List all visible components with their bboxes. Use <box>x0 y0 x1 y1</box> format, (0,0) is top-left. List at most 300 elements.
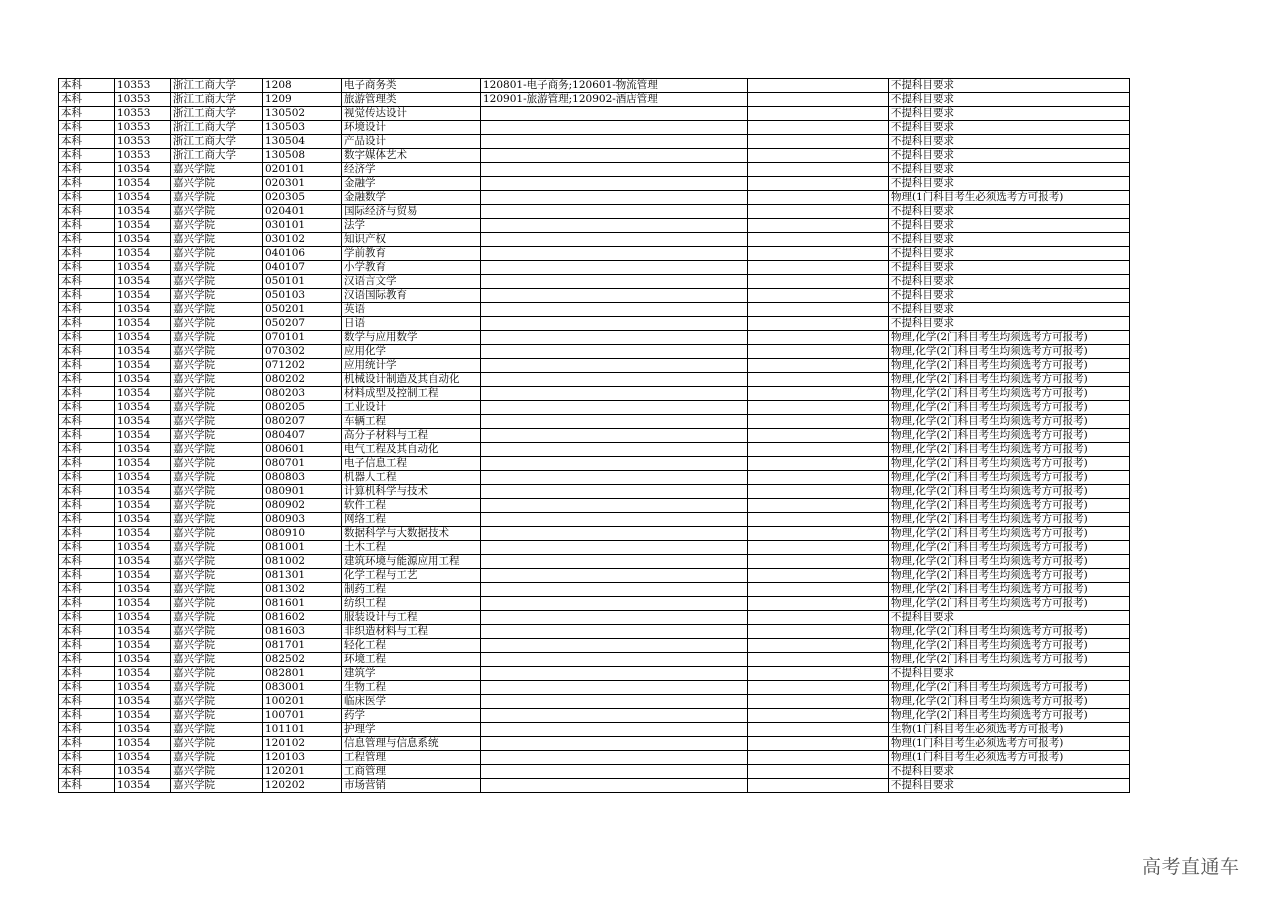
table-row <box>59 345 1130 359</box>
cell-major-name: 高分子材料与工程 <box>342 429 481 443</box>
cell-subject-requirement: 不提科目要求 <box>889 317 1130 331</box>
cell-blank <box>748 191 889 205</box>
cell-major-name: 工程管理 <box>342 751 481 765</box>
cell-major-name: 信息管理与信息系统 <box>342 737 481 751</box>
cell-major-includes <box>481 471 748 485</box>
cell-major-includes <box>481 247 748 261</box>
cell-school-name: 嘉兴学院 <box>171 541 263 555</box>
table-row <box>59 387 1130 401</box>
cell-major-includes <box>481 135 748 149</box>
cell-major-includes <box>481 331 748 345</box>
cell-level: 本科 <box>59 653 115 667</box>
cell-level: 本科 <box>59 471 115 485</box>
cell-subject-requirement: 不提科目要求 <box>889 275 1130 289</box>
cell-blank <box>748 345 889 359</box>
cell-level: 本科 <box>59 177 115 191</box>
cell-subject-requirement: 物理,化学(2门科目考生均须选考方可报考) <box>889 639 1130 653</box>
cell-school-code: 10354 <box>115 471 171 485</box>
table-row <box>59 247 1130 261</box>
cell-major-name: 环境设计 <box>342 121 481 135</box>
cell-level: 本科 <box>59 541 115 555</box>
cell-major-includes <box>481 107 748 121</box>
cell-school-code: 10354 <box>115 331 171 345</box>
cell-school-name: 嘉兴学院 <box>171 401 263 415</box>
cell-blank <box>748 765 889 779</box>
cell-major-code: 070302 <box>263 345 342 359</box>
cell-school-name: 嘉兴学院 <box>171 261 263 275</box>
cell-major-includes <box>481 541 748 555</box>
cell-school-code: 10354 <box>115 765 171 779</box>
cell-subject-requirement: 物理,化学(2门科目考生均须选考方可报考) <box>889 387 1130 401</box>
cell-blank <box>748 289 889 303</box>
cell-school-name: 嘉兴学院 <box>171 177 263 191</box>
cell-major-name: 应用统计学 <box>342 359 481 373</box>
cell-major-includes <box>481 569 748 583</box>
cell-school-name: 嘉兴学院 <box>171 219 263 233</box>
cell-major-includes <box>481 555 748 569</box>
cell-major-code: 130503 <box>263 121 342 135</box>
cell-blank <box>748 751 889 765</box>
cell-major-includes <box>481 611 748 625</box>
cell-school-code: 10354 <box>115 373 171 387</box>
cell-major-includes <box>481 499 748 513</box>
cell-major-includes <box>481 401 748 415</box>
cell-school-code: 10354 <box>115 653 171 667</box>
cell-subject-requirement: 物理,化学(2门科目考生均须选考方可报考) <box>889 429 1130 443</box>
cell-blank <box>748 653 889 667</box>
cell-level: 本科 <box>59 373 115 387</box>
table-row <box>59 233 1130 247</box>
cell-school-code: 10353 <box>115 149 171 163</box>
cell-subject-requirement: 不提科目要求 <box>889 233 1130 247</box>
cell-school-name: 浙江工商大学 <box>171 79 263 93</box>
table-row <box>59 93 1130 107</box>
cell-major-name: 产品设计 <box>342 135 481 149</box>
cell-subject-requirement: 不提科目要求 <box>889 177 1130 191</box>
cell-major-name: 英语 <box>342 303 481 317</box>
cell-major-includes <box>481 191 748 205</box>
cell-level: 本科 <box>59 79 115 93</box>
cell-subject-requirement: 不提科目要求 <box>889 261 1130 275</box>
cell-major-includes <box>481 709 748 723</box>
cell-major-code: 083001 <box>263 681 342 695</box>
cell-major-includes: 120901-旅游管理;120902-酒店管理 <box>481 93 748 107</box>
cell-major-includes <box>481 443 748 457</box>
cell-major-includes <box>481 345 748 359</box>
cell-school-code: 10354 <box>115 751 171 765</box>
cell-school-name: 嘉兴学院 <box>171 779 263 793</box>
cell-school-name: 嘉兴学院 <box>171 415 263 429</box>
table-row <box>59 415 1130 429</box>
cell-school-code: 10354 <box>115 541 171 555</box>
cell-level: 本科 <box>59 527 115 541</box>
table-row <box>59 359 1130 373</box>
table-row <box>59 653 1130 667</box>
cell-major-name: 数字媒体艺术 <box>342 149 481 163</box>
cell-major-includes <box>481 485 748 499</box>
table-row <box>59 499 1130 513</box>
cell-school-name: 浙江工商大学 <box>171 121 263 135</box>
cell-school-name: 嘉兴学院 <box>171 639 263 653</box>
cell-level: 本科 <box>59 737 115 751</box>
table-row <box>59 219 1130 233</box>
cell-blank <box>748 541 889 555</box>
cell-school-code: 10354 <box>115 583 171 597</box>
cell-blank <box>748 639 889 653</box>
cell-school-code: 10353 <box>115 93 171 107</box>
cell-school-name: 嘉兴学院 <box>171 457 263 471</box>
cell-school-name: 嘉兴学院 <box>171 709 263 723</box>
cell-major-includes <box>481 163 748 177</box>
cell-major-code: 130508 <box>263 149 342 163</box>
cell-subject-requirement: 物理,化学(2门科目考生均须选考方可报考) <box>889 457 1130 471</box>
cell-school-code: 10354 <box>115 345 171 359</box>
cell-school-name: 嘉兴学院 <box>171 317 263 331</box>
cell-school-code: 10353 <box>115 135 171 149</box>
cell-blank <box>748 499 889 513</box>
cell-major-name: 机械设计制造及其自动化 <box>342 373 481 387</box>
cell-blank <box>748 415 889 429</box>
cell-level: 本科 <box>59 765 115 779</box>
cell-major-includes <box>481 219 748 233</box>
cell-level: 本科 <box>59 625 115 639</box>
cell-major-includes <box>481 639 748 653</box>
cell-major-code: 081602 <box>263 611 342 625</box>
cell-school-code: 10354 <box>115 597 171 611</box>
cell-subject-requirement: 物理(1门科目考生必须选考方可报考) <box>889 191 1130 205</box>
cell-level: 本科 <box>59 135 115 149</box>
cell-subject-requirement: 物理,化学(2门科目考生均须选考方可报考) <box>889 373 1130 387</box>
table-row <box>59 751 1130 765</box>
cell-major-name: 电子信息工程 <box>342 457 481 471</box>
cell-subject-requirement: 不提科目要求 <box>889 765 1130 779</box>
cell-major-name: 轻化工程 <box>342 639 481 653</box>
cell-major-includes <box>481 513 748 527</box>
cell-school-name: 浙江工商大学 <box>171 149 263 163</box>
cell-subject-requirement: 不提科目要求 <box>889 205 1130 219</box>
cell-school-name: 嘉兴学院 <box>171 247 263 261</box>
cell-major-includes <box>481 317 748 331</box>
cell-subject-requirement: 物理,化学(2门科目考生均须选考方可报考) <box>889 471 1130 485</box>
table-row <box>59 163 1130 177</box>
cell-major-code: 080203 <box>263 387 342 401</box>
cell-major-name: 知识产权 <box>342 233 481 247</box>
cell-level: 本科 <box>59 401 115 415</box>
cell-major-code: 070101 <box>263 331 342 345</box>
cell-major-name: 学前教育 <box>342 247 481 261</box>
cell-level: 本科 <box>59 779 115 793</box>
cell-level: 本科 <box>59 569 115 583</box>
cell-school-code: 10354 <box>115 779 171 793</box>
table-row <box>59 261 1130 275</box>
cell-school-code: 10354 <box>115 359 171 373</box>
cell-level: 本科 <box>59 261 115 275</box>
cell-blank <box>748 163 889 177</box>
table-row <box>59 79 1130 93</box>
table-row <box>59 149 1130 163</box>
cell-major-name: 护理学 <box>342 723 481 737</box>
table-row <box>59 289 1130 303</box>
cell-major-includes <box>481 653 748 667</box>
watermark-text: 高考直通车 <box>1142 856 1240 878</box>
cell-subject-requirement: 不提科目要求 <box>889 121 1130 135</box>
cell-school-code: 10354 <box>115 569 171 583</box>
cell-major-includes <box>481 597 748 611</box>
cell-level: 本科 <box>59 415 115 429</box>
cell-school-name: 嘉兴学院 <box>171 555 263 569</box>
cell-major-code: 081701 <box>263 639 342 653</box>
cell-blank <box>748 373 889 387</box>
cell-school-code: 10354 <box>115 289 171 303</box>
table-row <box>59 177 1130 191</box>
cell-blank <box>748 261 889 275</box>
cell-school-code: 10354 <box>115 555 171 569</box>
table-row <box>59 723 1130 737</box>
cell-major-name: 土木工程 <box>342 541 481 555</box>
cell-major-code: 030101 <box>263 219 342 233</box>
cell-school-name: 嘉兴学院 <box>171 737 263 751</box>
table-row <box>59 527 1130 541</box>
cell-subject-requirement: 不提科目要求 <box>889 135 1130 149</box>
cell-blank <box>748 737 889 751</box>
cell-school-name: 嘉兴学院 <box>171 513 263 527</box>
cell-blank <box>748 177 889 191</box>
cell-major-code: 082502 <box>263 653 342 667</box>
cell-level: 本科 <box>59 723 115 737</box>
cell-school-name: 嘉兴学院 <box>171 751 263 765</box>
cell-level: 本科 <box>59 191 115 205</box>
table-row <box>59 457 1130 471</box>
cell-school-name: 嘉兴学院 <box>171 499 263 513</box>
cell-subject-requirement: 不提科目要求 <box>889 149 1130 163</box>
cell-blank <box>748 723 889 737</box>
cell-school-name: 嘉兴学院 <box>171 569 263 583</box>
cell-major-code: 082801 <box>263 667 342 681</box>
cell-subject-requirement: 物理,化学(2门科目考生均须选考方可报考) <box>889 597 1130 611</box>
cell-major-code: 081601 <box>263 597 342 611</box>
cell-major-name: 车辆工程 <box>342 415 481 429</box>
cell-major-code: 050201 <box>263 303 342 317</box>
cell-major-code: 080407 <box>263 429 342 443</box>
cell-major-code: 080701 <box>263 457 342 471</box>
cell-school-code: 10354 <box>115 709 171 723</box>
cell-subject-requirement: 物理,化学(2门科目考生均须选考方可报考) <box>889 695 1130 709</box>
cell-level: 本科 <box>59 751 115 765</box>
cell-school-code: 10354 <box>115 177 171 191</box>
cell-major-includes <box>481 205 748 219</box>
cell-major-code: 130504 <box>263 135 342 149</box>
table-row <box>59 205 1130 219</box>
cell-level: 本科 <box>59 513 115 527</box>
cell-major-code: 050103 <box>263 289 342 303</box>
cell-major-code: 080207 <box>263 415 342 429</box>
table-row <box>59 373 1130 387</box>
cell-school-name: 嘉兴学院 <box>171 387 263 401</box>
cell-blank <box>748 681 889 695</box>
cell-level: 本科 <box>59 681 115 695</box>
cell-subject-requirement: 不提科目要求 <box>889 667 1130 681</box>
cell-major-code: 081301 <box>263 569 342 583</box>
cell-level: 本科 <box>59 667 115 681</box>
table-body <box>59 79 1130 793</box>
cell-major-name: 汉语言文学 <box>342 275 481 289</box>
cell-blank <box>748 597 889 611</box>
cell-major-includes <box>481 387 748 401</box>
cell-blank <box>748 303 889 317</box>
cell-blank <box>748 471 889 485</box>
cell-school-name: 嘉兴学院 <box>171 765 263 779</box>
cell-subject-requirement: 物理,化学(2门科目考生均须选考方可报考) <box>889 415 1130 429</box>
cell-major-code: 101101 <box>263 723 342 737</box>
cell-subject-requirement: 物理,化学(2门科目考生均须选考方可报考) <box>889 681 1130 695</box>
cell-level: 本科 <box>59 485 115 499</box>
cell-school-name: 嘉兴学院 <box>171 303 263 317</box>
cell-subject-requirement: 不提科目要求 <box>889 247 1130 261</box>
cell-level: 本科 <box>59 149 115 163</box>
cell-major-code: 1209 <box>263 93 342 107</box>
cell-major-code: 100201 <box>263 695 342 709</box>
cell-major-includes <box>481 275 748 289</box>
cell-level: 本科 <box>59 387 115 401</box>
cell-subject-requirement: 物理,化学(2门科目考生均须选考方可报考) <box>889 583 1130 597</box>
cell-school-code: 10354 <box>115 247 171 261</box>
table-row <box>59 555 1130 569</box>
cell-level: 本科 <box>59 429 115 443</box>
cell-major-code: 120201 <box>263 765 342 779</box>
cell-school-name: 嘉兴学院 <box>171 429 263 443</box>
cell-school-code: 10354 <box>115 667 171 681</box>
cell-school-name: 嘉兴学院 <box>171 205 263 219</box>
cell-school-code: 10353 <box>115 79 171 93</box>
cell-level: 本科 <box>59 205 115 219</box>
cell-major-name: 经济学 <box>342 163 481 177</box>
table-row <box>59 695 1130 709</box>
cell-major-code: 130502 <box>263 107 342 121</box>
cell-blank <box>748 121 889 135</box>
cell-blank <box>748 135 889 149</box>
cell-level: 本科 <box>59 121 115 135</box>
cell-subject-requirement: 物理,化学(2门科目考生均须选考方可报考) <box>889 443 1130 457</box>
cell-blank <box>748 569 889 583</box>
cell-school-code: 10354 <box>115 429 171 443</box>
cell-school-name: 嘉兴学院 <box>171 331 263 345</box>
cell-major-name: 生物工程 <box>342 681 481 695</box>
cell-major-code: 080601 <box>263 443 342 457</box>
cell-subject-requirement: 物理,化学(2门科目考生均须选考方可报考) <box>889 485 1130 499</box>
requirements-table <box>58 78 1130 793</box>
cell-school-name: 嘉兴学院 <box>171 443 263 457</box>
cell-school-name: 嘉兴学院 <box>171 359 263 373</box>
cell-major-name: 应用化学 <box>342 345 481 359</box>
cell-subject-requirement: 物理,化学(2门科目考生均须选考方可报考) <box>889 541 1130 555</box>
cell-blank <box>748 93 889 107</box>
cell-subject-requirement: 物理,化学(2门科目考生均须选考方可报考) <box>889 625 1130 639</box>
table-row <box>59 121 1130 135</box>
cell-level: 本科 <box>59 289 115 303</box>
cell-major-name: 纺织工程 <box>342 597 481 611</box>
cell-subject-requirement: 不提科目要求 <box>889 611 1130 625</box>
cell-school-code: 10354 <box>115 443 171 457</box>
cell-subject-requirement: 物理,化学(2门科目考生均须选考方可报考) <box>889 331 1130 345</box>
cell-school-code: 10354 <box>115 513 171 527</box>
cell-major-includes <box>481 429 748 443</box>
table-row <box>59 191 1130 205</box>
cell-major-code: 080202 <box>263 373 342 387</box>
cell-school-code: 10353 <box>115 107 171 121</box>
cell-blank <box>748 527 889 541</box>
cell-major-includes <box>481 359 748 373</box>
cell-school-code: 10354 <box>115 415 171 429</box>
cell-major-includes <box>481 779 748 793</box>
cell-level: 本科 <box>59 303 115 317</box>
cell-blank <box>748 247 889 261</box>
cell-level: 本科 <box>59 583 115 597</box>
table-row <box>59 779 1130 793</box>
cell-subject-requirement: 不提科目要求 <box>889 303 1130 317</box>
cell-major-name: 环境工程 <box>342 653 481 667</box>
cell-major-name: 电子商务类 <box>342 79 481 93</box>
cell-major-code: 050207 <box>263 317 342 331</box>
cell-level: 本科 <box>59 107 115 121</box>
cell-level: 本科 <box>59 555 115 569</box>
cell-school-name: 嘉兴学院 <box>171 233 263 247</box>
cell-school-name: 嘉兴学院 <box>171 723 263 737</box>
cell-major-code: 020401 <box>263 205 342 219</box>
cell-school-code: 10354 <box>115 499 171 513</box>
cell-blank <box>748 387 889 401</box>
cell-subject-requirement: 不提科目要求 <box>889 779 1130 793</box>
cell-major-name: 建筑环境与能源应用工程 <box>342 555 481 569</box>
cell-major-name: 计算机科学与技术 <box>342 485 481 499</box>
cell-major-code: 100701 <box>263 709 342 723</box>
cell-subject-requirement: 物理,化学(2门科目考生均须选考方可报考) <box>889 653 1130 667</box>
cell-school-name: 嘉兴学院 <box>171 191 263 205</box>
cell-level: 本科 <box>59 233 115 247</box>
cell-school-code: 10354 <box>115 233 171 247</box>
table-row <box>59 443 1130 457</box>
cell-subject-requirement: 生物(1门科目考生必须选考方可报考) <box>889 723 1130 737</box>
cell-blank <box>748 667 889 681</box>
cell-major-includes <box>481 667 748 681</box>
cell-school-code: 10354 <box>115 737 171 751</box>
cell-school-code: 10354 <box>115 527 171 541</box>
cell-blank <box>748 709 889 723</box>
table-row <box>59 625 1130 639</box>
cell-school-code: 10354 <box>115 275 171 289</box>
cell-subject-requirement: 物理,化学(2门科目考生均须选考方可报考) <box>889 555 1130 569</box>
cell-school-name: 嘉兴学院 <box>171 289 263 303</box>
cell-major-code: 081603 <box>263 625 342 639</box>
cell-blank <box>748 331 889 345</box>
cell-school-name: 嘉兴学院 <box>171 373 263 387</box>
cell-school-code: 10354 <box>115 387 171 401</box>
cell-major-code: 081002 <box>263 555 342 569</box>
cell-school-name: 嘉兴学院 <box>171 625 263 639</box>
cell-subject-requirement: 不提科目要求 <box>889 79 1130 93</box>
cell-major-code: 1208 <box>263 79 342 93</box>
cell-major-name: 化学工程与工艺 <box>342 569 481 583</box>
table-row <box>59 471 1130 485</box>
cell-subject-requirement: 不提科目要求 <box>889 93 1130 107</box>
cell-school-name: 浙江工商大学 <box>171 107 263 121</box>
cell-blank <box>748 233 889 247</box>
cell-level: 本科 <box>59 317 115 331</box>
table-row <box>59 275 1130 289</box>
cell-major-includes <box>481 695 748 709</box>
cell-level: 本科 <box>59 93 115 107</box>
cell-major-code: 050101 <box>263 275 342 289</box>
cell-school-code: 10354 <box>115 401 171 415</box>
